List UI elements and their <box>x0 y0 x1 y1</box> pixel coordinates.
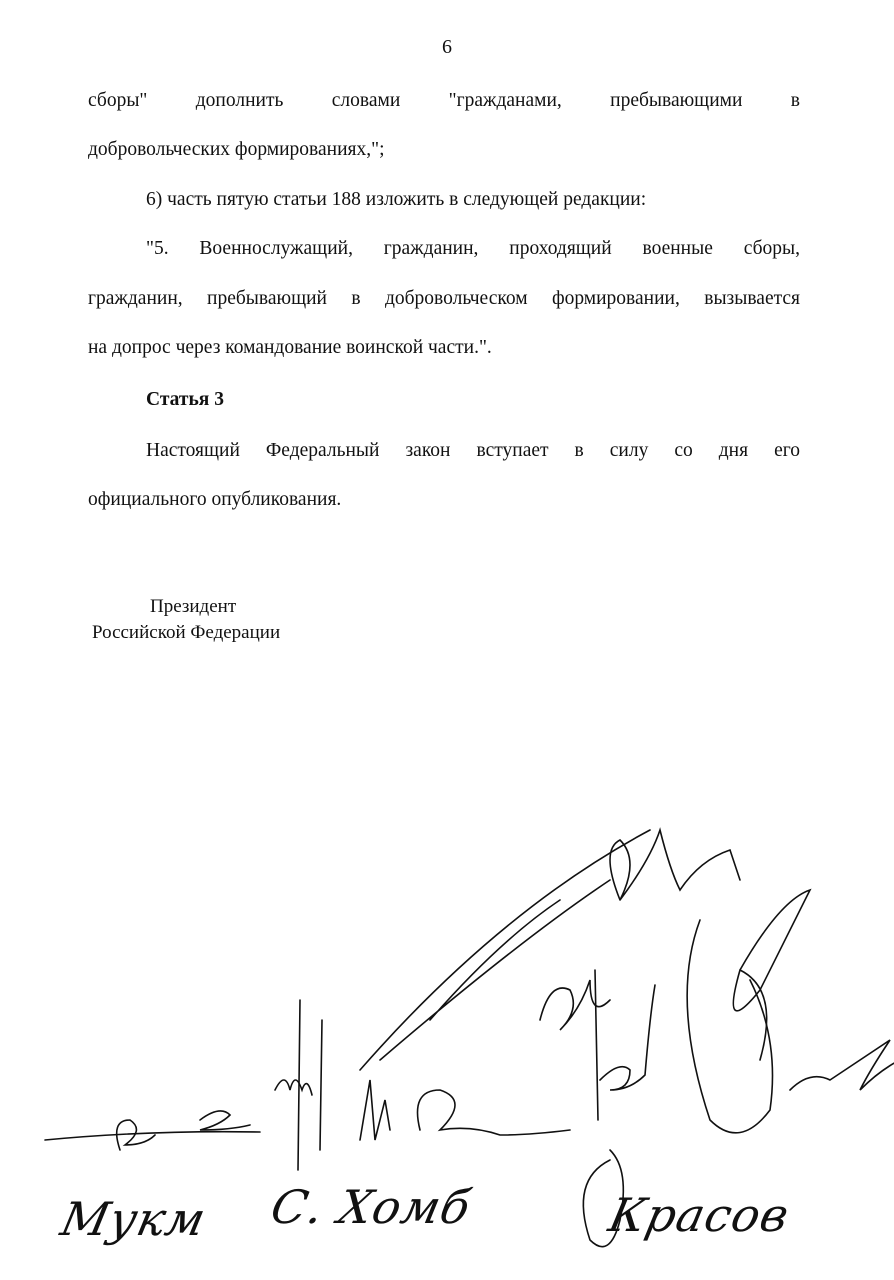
signature-1: Мукм <box>56 1192 212 1246</box>
paragraph-line: сборы" дополнить словами "гражданами, пребывающими в <box>88 90 800 111</box>
page-number: 6 <box>442 36 452 58</box>
article-heading: Статья 3 <box>146 389 224 410</box>
paragraph-line: "5. Военнослужащий, гражданин, проходящий военные сборы, <box>146 238 800 259</box>
paragraph-line: на допрос через командование воинской части.". <box>88 337 492 358</box>
signature-3: Красов <box>604 1188 795 1242</box>
paragraph: 6) часть пятую статьи 188 изложить в следующей редакции: <box>146 189 647 210</box>
paragraph-line: гражданин, пребывающий в добровольческом формировании, вызывается <box>88 288 800 309</box>
signatory-title-line2: Российской Федерации <box>92 622 281 643</box>
signature-2: С. Хомб <box>266 1180 476 1234</box>
signatory-title-line1: Президент <box>150 596 237 617</box>
paragraph-line: Настоящий Федеральный закон вступает в силу со дня его <box>146 440 800 461</box>
paragraph-line: добровольческих формированиях,"; <box>88 139 385 160</box>
paragraph-line: официального опубликования. <box>88 489 342 510</box>
